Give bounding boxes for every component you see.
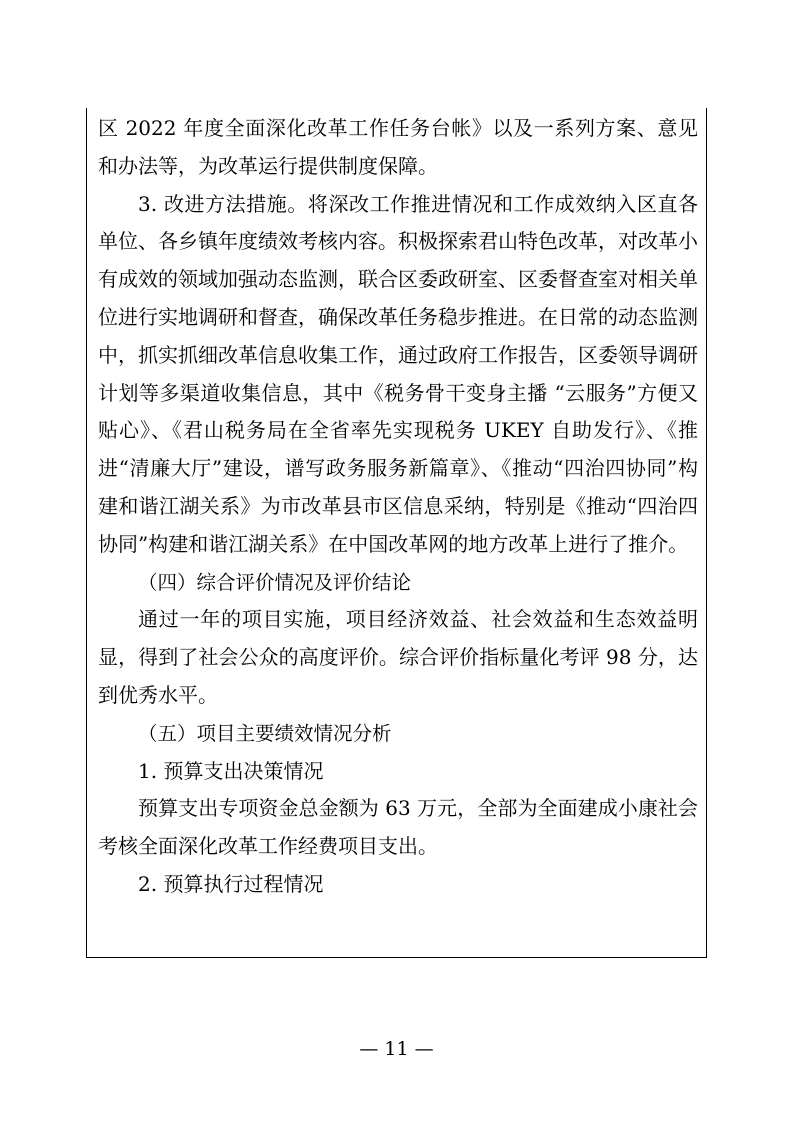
paragraph-evaluation-result: 通过一年的项目实施，项目经济效益、社会效益和生态效益明显，得到了社会公众的高度评价。综合评价指标量化考评 98 分，达到优秀水平。 [98, 607, 698, 707]
page-number: — 11 — [359, 1038, 434, 1060]
paragraph-continuation: 区 2022 年度全面深化改革工作任务台帐》以及一系列方案、意见和办法等，为改革运行提供制度保障。 [98, 116, 698, 178]
document-body [98, 110, 698, 904]
subheading-budget-decision: 1. 预算支出决策情况 [138, 758, 324, 783]
subheading-budget-execution: 2. 预算执行过程情况 [138, 871, 324, 896]
paragraph-budget-amount: 预算支出专项资金总金额为 63 万元，全部为全面建成小康社会考核全面深化改革工作经费项目支出。 [98, 796, 698, 859]
paragraph-method-measures: 3. 改进方法措施。将深改工作推进情况和工作成效纳入区直各单位、各乡镇年度绩效考核内容。积极探索君山特色改革，对改革小有成效的领域加强动态监测，联合区委政研室、区委督查室对相关单位进行实地调研和督查，确保改革任务稳步推进。在日常的动态监测中，抓实抓细改革信息收集工作，通过政府工作报告，区委领导调研计划等多渠道收集信息，其中《税务骨干变身主播 “云服务”方便又贴心》、《君山税务局在全省率先实现税务 UKEY 自助发行》、《推进“清廉大厅”建设，谱写政务服务新篇章》、《推动“四治四协同”构建和谐江湖关系》为市改革县市区信息采纳，特别是《推动“四治四协同”构建和谐江湖关系》在中国改革网的地方改革上进行了推介。 [98, 191, 698, 556]
section-heading-evaluation-conclusion: （四）综合评价情况及评价结论 [138, 570, 412, 594]
section-heading-performance-analysis: （五）项目主要绩效情况分析 [138, 721, 392, 745]
